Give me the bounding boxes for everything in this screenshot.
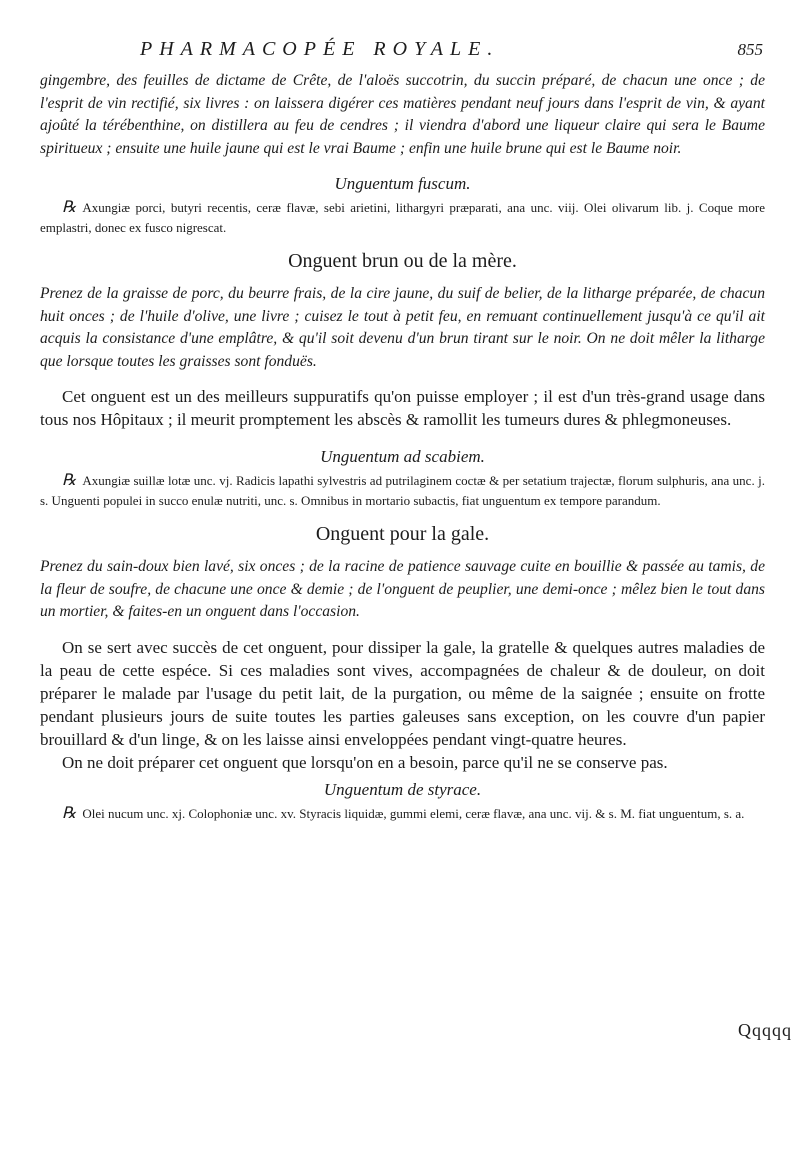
prescription-text: Axungiæ suillæ lotæ unc. vj. Radicis lapathi sylvestris ad putrilaginem coctæ & per setatium trajectæ, florum sulphuris, ana unc. j. s. Unguenti populei in succo enulæ nutriti, unc. s. Omnibus in mortario subactis, fiat unguentum ex tempore parandum. [40, 473, 765, 508]
page-number: 855 [737, 40, 763, 59]
recipe-symbol: ℞ [62, 472, 77, 489]
recipe-symbol: ℞ [62, 199, 77, 216]
section-latin-title: Unguentum ad scabiem. [320, 447, 485, 466]
latin-prescription [40, 471, 765, 511]
book-page [40, 30, 765, 824]
commentary-paragraph: Cet onguent est un des meilleurs suppuratifs qu'on puisse employer ; il est d'un très-grand usage dans tous nos Hôpitaux ; il meurit promptement les abscès & ramollit les tumeurs dures & phlegmoneuses. [40, 387, 765, 429]
section-latin-title: Unguentum fuscum. [334, 174, 471, 193]
intro-paragraph: gingembre, des feuilles de dictame de Crête, de l'aloës succotrin, du succin préparé, de chacun une once ; de l'esprit de vin rectifié, six livres : on laissera digérer ces matières pendant neuf jours dans l'esprit de vin, & ayant ajoûté la térébenthine, on distillera au feu de cendres ; il viendra d'abord une liqueur claire qui sera le Baume spiritueux ; ensuite une huile jaune qui est le vrai Baume ; enfin une huile brune qui est le Baume noir. [40, 72, 765, 157]
commentary-paragraph: On se sert avec succès de cet onguent, pour dissiper la gale, la gratelle & quelques autres maladies de la peau de cette espéce. Si ces maladies sont vives, accompagnées de chaleur & de douleur, on doit préparer le malade par l'usage du petit lait, de la purgation, ou même de la saignée ; ensuite on frotte pendant plusieurs jours de suite toutes les parties galeuses sans exception, on les couvre d'un papier brouillard & d'un linge, & on les laisse ainsi enveloppées pendant vingt-quatre heures. [40, 637, 765, 749]
prescription-text: Axungiæ porci, butyri recentis, ceræ flavæ, sebi arietini, lithargyri præparati, ana unc. viij. Olei olivarum lib. j. Coque more emplastri, donec ex fusco nigrescat. [40, 200, 765, 235]
signature-mark: Qqqqq [738, 1020, 792, 1040]
recipe-symbol: ℞ [62, 804, 77, 822]
french-recipe: Prenez de la graisse de porc, du beurre frais, de la cire jaune, du suif de belier, de la litharge préparée, de chacun huit onces ; de l'huile d'olive, une livre ; cuisez le tout à petit feu, en remuant continuellement jusqu'à ce qu'il ait acquis la consistance d'une emplâtre, & qu'il soit devenu d'un brun tirant sur le noir. On ne doit mêler la litharge que lorsque toutes les graisses sont fonduës. [40, 285, 765, 370]
french-recipe: Prenez du sain-doux bien lavé, six onces ; de la racine de patience sauvage cuite en bouillie & passée au tamis, de la fleur de soufre, de chacune une once & demie ; de l'onguent de peuplier, une demi-once ; mêlez bien le tout dans un mortier, & faites-en un onguent dans l'occasion. [40, 558, 765, 620]
prescription-text: Olei nucum unc. xj. Colophoniæ unc. xv. Styracis liquidæ, gummi elemi, ceræ flavæ, ana unc. vij. & s. M. fiat unguentum, s. a. [82, 805, 745, 821]
latin-prescription [40, 804, 765, 824]
running-title: PHARMACOPÉE ROYALE. [140, 38, 500, 60]
commentary-paragraph-2: On ne doit préparer cet onguent que lorsqu'on en a besoin, parce qu'il ne se conserve pas. [62, 752, 668, 772]
page-header [40, 30, 765, 70]
section-french-title: Onguent brun ou de la mère. [288, 250, 517, 272]
section-latin-title: Unguentum de styrace. [323, 779, 482, 799]
latin-prescription [40, 198, 765, 238]
section-french-title: Onguent pour la gale. [315, 523, 490, 545]
